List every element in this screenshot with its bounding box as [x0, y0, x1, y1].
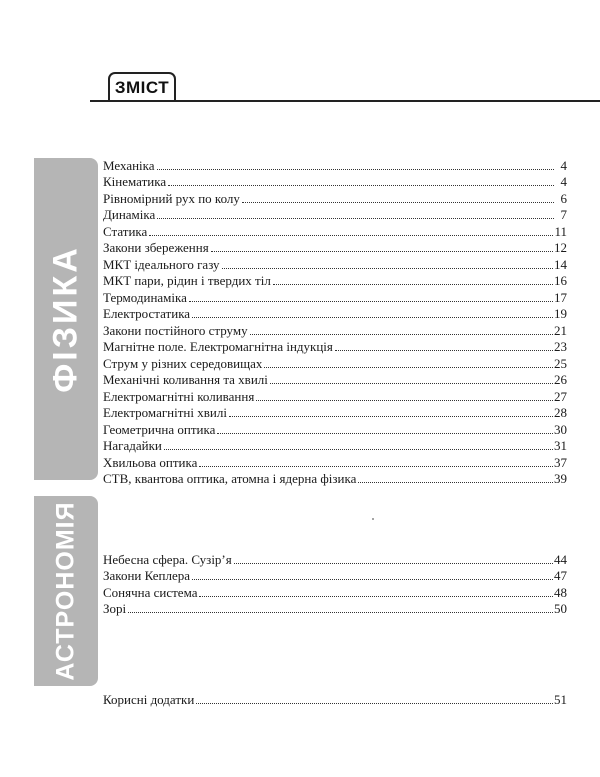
astronomy-section-tab	[34, 496, 98, 686]
toc-entry-title: Корисні додатки	[103, 691, 195, 707]
toc-entry[interactable]	[103, 239, 567, 256]
toc-entry[interactable]	[103, 288, 567, 305]
toc-entry-page: 4	[560, 174, 567, 189]
toc-entry-title: Статика	[103, 223, 148, 239]
print-speck	[372, 518, 374, 520]
toc-entry-page: 47	[554, 568, 567, 583]
toc-entry-page: 27	[554, 388, 567, 404]
toc-entry[interactable]	[103, 189, 567, 206]
toc-entry[interactable]	[103, 690, 567, 707]
toc-entry-page: 11	[554, 223, 567, 239]
dot-leader	[192, 579, 553, 580]
toc-entry-title: Геометрична оптика	[103, 421, 216, 437]
dot-leader	[192, 317, 553, 318]
dot-leader	[273, 284, 553, 285]
toc-entry[interactable]	[103, 550, 567, 567]
toc-entry-title: МКТ пари, рідин і твердих тіл	[103, 273, 271, 288]
toc-entry-title: Рівномірний рух по колу	[103, 190, 240, 206]
toc-entry-page: 23	[554, 339, 567, 354]
toc-entry[interactable]	[103, 173, 567, 190]
toc-entry[interactable]	[103, 453, 567, 470]
toc-entry-title: Зорі	[103, 601, 127, 616]
toc-entry-title: Небесна сфера. Сузір’я	[103, 551, 232, 567]
toc-entry-title: Сонячна система	[103, 584, 198, 600]
dot-leader	[358, 482, 553, 483]
toc-entry[interactable]	[103, 338, 567, 355]
dot-leader	[196, 703, 553, 704]
toc-entry[interactable]	[103, 420, 567, 437]
toc-entry-title: Кінематика	[103, 174, 167, 189]
toc-entry-page: 19	[554, 306, 567, 321]
dot-leader	[199, 596, 553, 597]
toc-entry[interactable]	[103, 567, 567, 584]
toc-entry-page: 39	[554, 471, 567, 486]
dot-leader	[157, 218, 554, 219]
toc-entry-page: 37	[554, 454, 567, 470]
dot-leader	[149, 235, 553, 236]
toc-entry[interactable]	[103, 156, 567, 173]
toc-entry-page: 51	[554, 691, 567, 707]
toc-entry-page: 44	[554, 551, 567, 567]
toc-entry[interactable]	[103, 272, 567, 289]
toc-entry-title: Механічні коливання та хвилі	[103, 372, 268, 387]
contents-header-tab	[108, 72, 176, 102]
toc-entry-page: 14	[554, 256, 567, 272]
dot-leader	[164, 449, 553, 450]
toc-entry-title: Механіка	[103, 157, 155, 173]
toc-entry-page: 48	[554, 584, 567, 600]
toc-entry-page: 7	[560, 207, 567, 222]
toc-entry-page: 50	[554, 601, 567, 616]
toc-entry[interactable]	[103, 404, 567, 421]
toc-entry-page: 16	[554, 273, 567, 288]
dot-leader	[250, 334, 553, 335]
toc-entry-title: Магнітне поле. Електромагнітна індукція	[103, 339, 333, 354]
toc-entry-title: Електромагнітні хвилі	[103, 405, 227, 420]
toc-entry[interactable]	[103, 255, 567, 272]
dot-leader	[128, 612, 553, 613]
toc-entry-title: Хвильова оптика	[103, 454, 198, 470]
dot-leader	[217, 433, 553, 434]
toc-entry[interactable]	[103, 583, 567, 600]
toc-entry-title: Термодинаміка	[103, 289, 187, 305]
toc-entry-page: 4	[560, 157, 567, 173]
toc-entry[interactable]	[103, 222, 567, 239]
toc-entry-page: 26	[554, 372, 567, 387]
toc-entry-page: 28	[554, 405, 567, 420]
astronomy-toc-list	[103, 550, 567, 616]
toc-entry-title: Закони Кеплера	[103, 568, 191, 583]
toc-entry[interactable]	[103, 371, 567, 388]
toc-entry-title: Електростатика	[103, 306, 191, 321]
physics-section-label: ФІЗИКА	[46, 245, 85, 393]
dot-leader	[199, 466, 553, 467]
dot-leader	[157, 169, 554, 170]
toc-entry[interactable]	[103, 387, 567, 404]
toc-entry[interactable]	[103, 305, 567, 322]
toc-entry[interactable]	[103, 600, 567, 617]
dot-leader	[270, 383, 553, 384]
physics-toc-list	[103, 156, 567, 486]
toc-entry-title: МКТ ідеального газу	[103, 256, 220, 272]
toc-entry-page: 12	[554, 240, 567, 255]
appendix-toc-list	[103, 690, 567, 707]
dot-leader	[211, 251, 553, 252]
dot-leader	[168, 185, 554, 186]
toc-entry-page: 30	[554, 421, 567, 437]
toc-entry[interactable]	[103, 470, 567, 487]
dot-leader	[335, 350, 553, 351]
dot-leader	[242, 202, 554, 203]
physics-section-tab	[34, 158, 98, 480]
toc-entry-title: СТВ, квантова оптика, атомна і ядерна фізика	[103, 471, 357, 486]
dot-leader	[264, 367, 553, 368]
dot-leader	[222, 268, 553, 269]
toc-entry-title: Електромагнітні коливання	[103, 388, 255, 404]
toc-entry-title: Динаміка	[103, 207, 156, 222]
dot-leader	[234, 563, 553, 564]
toc-entry[interactable]	[103, 354, 567, 371]
dot-leader	[229, 416, 553, 417]
dot-leader	[256, 400, 553, 401]
toc-entry[interactable]	[103, 321, 567, 338]
toc-entry-title: Струм у різних середовищах	[103, 355, 263, 371]
toc-entry[interactable]	[103, 206, 567, 223]
toc-entry-page: 31	[554, 438, 567, 453]
dot-leader	[189, 301, 553, 302]
toc-entry-page: 21	[554, 322, 567, 338]
toc-entry-title: Закони постійного струму	[103, 322, 248, 338]
toc-entry[interactable]	[103, 437, 567, 454]
toc-entry-title: Закони збереження	[103, 240, 209, 255]
toc-entry-page: 6	[560, 190, 567, 206]
page-title: ЗМІСТ	[114, 78, 170, 97]
header-rule	[90, 100, 600, 102]
toc-entry-page: 17	[554, 289, 567, 305]
toc-entry-title: Нагадайки	[103, 438, 162, 453]
toc-entry-page: 25	[554, 355, 567, 371]
astronomy-section-label: АСТРОНОМІЯ	[51, 501, 80, 681]
